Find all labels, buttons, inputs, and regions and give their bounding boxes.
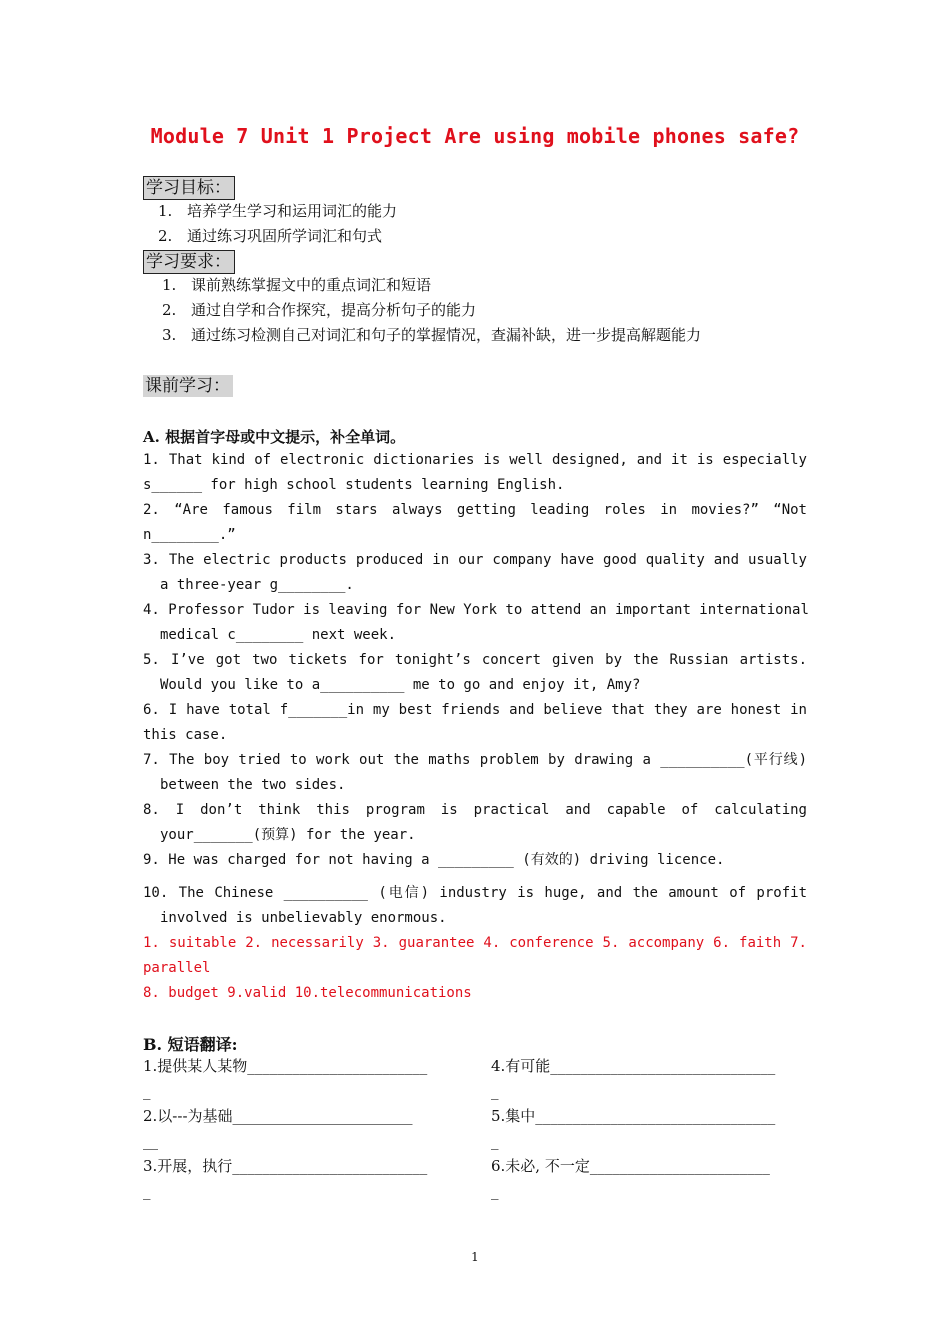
answer-key: 1. suitable 2. necessarily 3. guarantee 4. conference 5. accompany 6. faith 7. parallel 8. budget 9.valid 10.telecommunications bbox=[143, 935, 807, 1001]
requirements-list bbox=[162, 273, 701, 348]
question-1: 1. That kind of electronic dictionaries is well designed, and it is especially s______ for high school students learning English. bbox=[143, 452, 807, 493]
phrase-item-6: 6.未必, 不一定________________________ _ bbox=[491, 1157, 770, 1200]
goals-label: 学习目标： bbox=[143, 176, 235, 200]
phrase-item-1: 1.提供某人某物________________________ _ bbox=[143, 1057, 428, 1100]
requirement-item: 1. 课前熟练掌握文中的重点词汇和短语 bbox=[162, 276, 432, 294]
question-6: 6. I have total f_______in my best friends and believe that they are honest in this case. bbox=[143, 702, 807, 743]
question-3: 3. The electric products produced in our company have good quality and usually a three-year g________. bbox=[143, 552, 807, 593]
question-4: 4. Professor Tudor is leaving for New York to attend an important international medical c________ next week. bbox=[143, 602, 809, 643]
question-8: 8. I don’t think this program is practical and capable of calculating your_______(预算) for the year. bbox=[143, 802, 807, 843]
requirement-item: 2. 通过自学和合作探究，提高分析句子的能力 bbox=[162, 301, 477, 319]
page-number: 1 bbox=[471, 1250, 479, 1264]
preclass-label: 课前学习： bbox=[143, 375, 233, 397]
phrase-item-4: 4.有可能______________________________ _ bbox=[491, 1057, 776, 1100]
goal-item: 2. 通过练习巩固所学词汇和句式 bbox=[158, 227, 383, 245]
question-5: 5. I’ve got two tickets for tonight’s concert given by the Russian artists. Would you like to a__________ me to go and enjoy it, Amy? bbox=[143, 652, 807, 693]
question-10: 10. The Chinese __________ (电信) industry is huge, and the amount of profit involved is unbelievably enormous. bbox=[143, 885, 807, 926]
question-2: 2. “Are famous film stars always getting leading roles in movies?” “Not n________.” bbox=[143, 502, 807, 543]
phrase-item-5: 5.集中________________________________ _ bbox=[491, 1107, 776, 1150]
goals-list bbox=[158, 199, 397, 249]
requirement-item: 3. 通过练习检测自己对词汇和句子的掌握情况，查漏补缺，进一步提高解题能力 bbox=[162, 326, 702, 344]
part-a-exercises bbox=[143, 448, 807, 1006]
phrase-item-3: 3.开展，执行__________________________ _ bbox=[143, 1157, 428, 1200]
requirements-label: 学习要求： bbox=[143, 250, 235, 274]
goal-item: 1. 培养学生学习和运用词汇的能力 bbox=[158, 202, 398, 220]
page-title: Module 7 Unit 1 Project Are using mobile phones safe? bbox=[150, 124, 800, 148]
question-7: 7. The boy tried to work out the maths problem by drawing a __________(平行线) between the two sides. bbox=[143, 752, 807, 793]
part-a-heading: A. 根据首字母或中文提示，补全单词。 bbox=[143, 428, 406, 446]
question-9: 9. He was charged for not having a _________ (有效的) driving licence. bbox=[143, 852, 725, 868]
phrase-item-2: 2.以---为基础________________________ __ bbox=[143, 1107, 413, 1150]
part-b-heading: B. 短语翻译: bbox=[143, 1035, 238, 1054]
